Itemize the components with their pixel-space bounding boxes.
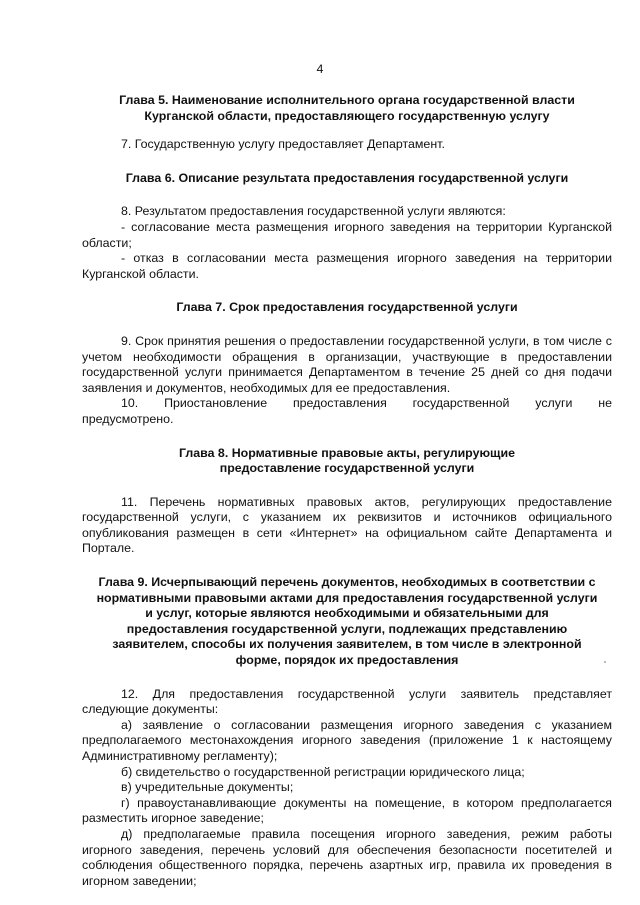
chapter-9-heading [82,575,612,669]
chapter-9-heading-line-4: предоставления государственной услуги, подлежащих представлению [126,621,568,636]
chapter-7-heading: Глава 7. Срок предоставления государственной услуги [176,300,518,315]
document-body [82,93,612,889]
paragraph-10: 10. Приостановление предоставления государственной услуги не [121,396,612,411]
paragraph-10-continuation: предусмотрено. [82,411,174,426]
chapter-9-heading-line-1: Глава 9. Исчерпывающий перечень документов, необходимых в соответствии с [98,575,596,590]
chapter-8-heading-line-1: Глава 8. Нормативные правовые акты, регулирующие [178,445,516,460]
paragraph-8-item-1: - согласование места размещения игорного заведения на территории Курганской области; [82,219,612,250]
paragraph-12-item-a: а) заявление о согласовании размещения игорного заведения с указанием предполагаемого местонахождения игорного заведения (приложение 1 к настоящему Административному регламенту); [82,717,612,763]
page-number: 4 [316,62,324,76]
chapter-9-heading-line-2: нормативными правовыми актами для предоставления государственной услуги [96,590,598,605]
chapter-5-heading-line-2: Курганской области, предоставляющего государственную услугу [144,108,550,123]
paragraph-12-item-b: б) свидетельство о государственной регистрации юридического лица; [121,764,525,779]
paragraph-8: 8. Результатом предоставления государственной услуги являются: [121,204,506,219]
chapter-9-heading-line-5: заявителем, способы их получения заявителем, в том числе в электронной [112,637,582,652]
paragraph-12: 12. Для предоставления государственной услуги заявитель представляет следующие документы: [82,686,612,717]
chapter-9-heading-line-6: форме, порядок их предоставления [235,653,459,668]
paragraph-8-item-2: - отказ в согласовании места размещения игорного заведения на территории Курганской области. [82,251,612,281]
chapter-8-heading [82,446,612,477]
chapter-5-heading-line-1: Глава 5. Наименование исполнительного органа государственной власти [119,93,575,107]
chapter-8-heading-line-2: предоставление государственной услуги [219,461,475,476]
scan-speck [604,661,606,663]
paragraph-12-item-g: г) правоустанавливающие документы на помещение, в котором предполагается разместить игорное заведение; [82,795,612,826]
chapter-9-heading-line-3: и услуг, которые являются необходимыми и обязательными для [145,606,549,621]
chapter-6-heading: Глава 6. Описание результата предоставления государственной услуги [125,170,569,185]
paragraph-12-item-d: д) предполагаемые правила посещения игорного заведения, режим работы игорного заведения, перечень условий для обеспечения безопасности посетителей и соблюдения общественного порядка, перечень азартных игр, правила их проведения в игорном заведении; [82,826,612,888]
paragraph-12-item-v: в) учредительные документы; [121,780,294,795]
paragraph-9: 9. Срок принятия решения о предоставлении государственной услуги, в том числе с учетом необходимости обращения в организации, участвующие в предоставлении государственной услуги принимается Департаментом в течение 25 дней со дня подачи заявления и документов, необходимых для ее предоставления. [82,333,612,395]
paragraph-7: 7. Государственную услугу предоставляет Департамент. [121,137,445,152]
chapter-5-heading [82,93,612,124]
paragraph-11: 11. Перечень нормативных правовых актов, регулирующих предоставление государственной услуги, с указанием их реквизитов и источников официального опубликования размещен в сети «Интернет» на официальном сайте Департамента и Портале. [82,494,612,556]
